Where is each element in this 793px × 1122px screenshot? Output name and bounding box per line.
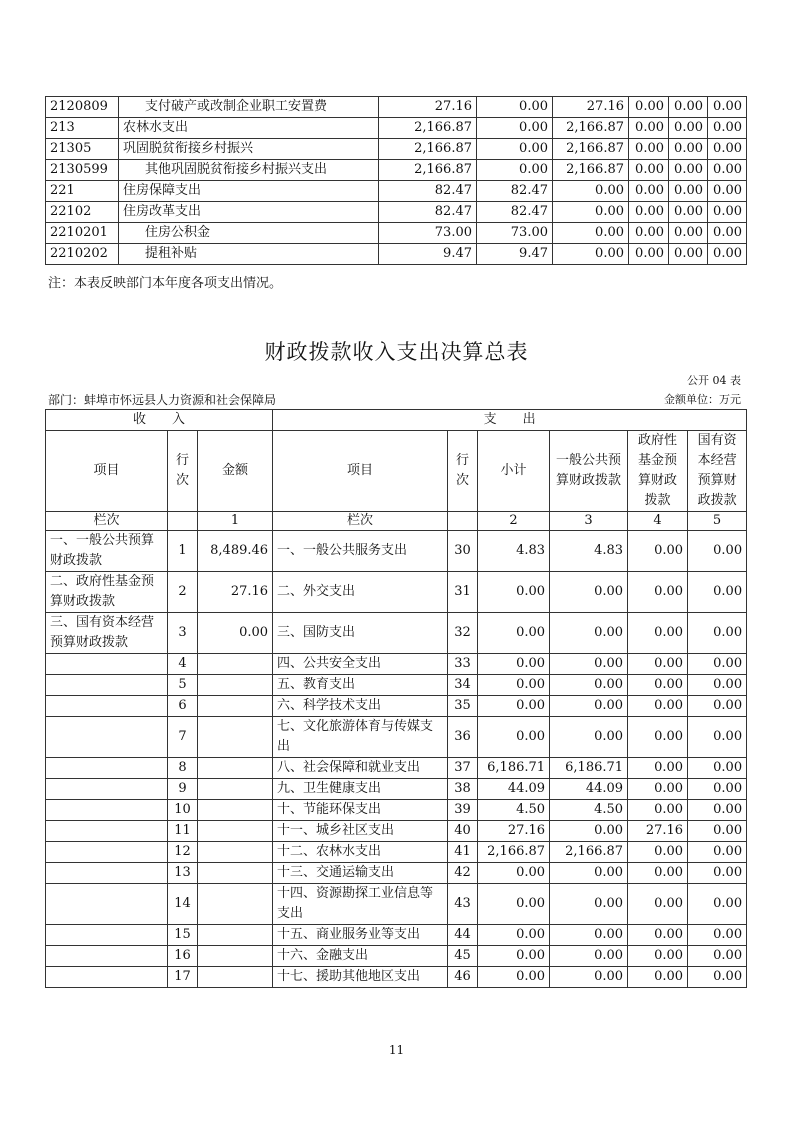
expense-state-capital: 0.00 (688, 675, 747, 696)
expense-subtotal: 0.00 (478, 696, 550, 717)
income-line: 8 (168, 758, 198, 779)
expense-subtotal: 4.83 (478, 531, 550, 572)
value-total: 2,166.87 (379, 160, 477, 181)
value-col6: 0.00 (708, 181, 747, 202)
col-item: 项目 (46, 431, 168, 512)
income-amount (198, 654, 273, 675)
table-row (46, 842, 747, 863)
value-basic: 0.00 (477, 139, 553, 160)
expense-general: 6,186.71 (550, 758, 628, 779)
expense-gov-fund: 0.00 (628, 779, 688, 800)
income-item (46, 800, 168, 821)
expense-item: 六、科学技术支出 (273, 696, 448, 717)
table-row (46, 758, 747, 779)
col-item2: 项目 (273, 431, 448, 512)
expense-gov-fund: 0.00 (628, 863, 688, 884)
value-col4: 0.00 (629, 223, 669, 244)
income-amount (198, 842, 273, 863)
col-state-capital: 国有资本经营预算财政拨款 (688, 431, 747, 512)
expense-general: 2,166.87 (550, 842, 628, 863)
income-amount (198, 717, 273, 758)
expense-gov-fund: 0.00 (628, 967, 688, 988)
account-code: 213 (46, 118, 119, 139)
expenditure-detail-table (45, 96, 747, 265)
value-col6: 0.00 (708, 244, 747, 265)
expense-line: 31 (448, 572, 478, 613)
expense-gov-fund: 0.00 (628, 613, 688, 654)
expense-line: 36 (448, 717, 478, 758)
expense-subtotal: 0.00 (478, 863, 550, 884)
value-basic: 0.00 (477, 160, 553, 181)
value-project: 0.00 (553, 202, 629, 223)
account-code: 21305 (46, 139, 119, 160)
value-project: 2,166.87 (553, 139, 629, 160)
expense-line: 41 (448, 842, 478, 863)
value-basic: 9.47 (477, 244, 553, 265)
account-code: 2130599 (46, 160, 119, 181)
col-general-budget: 一般公共预算财政拨款 (550, 431, 628, 512)
expense-line: 34 (448, 675, 478, 696)
income-amount (198, 967, 273, 988)
page-title: 财政拨款收入支出决算总表 (264, 340, 529, 364)
income-line: 11 (168, 821, 198, 842)
expense-state-capital: 0.00 (688, 863, 747, 884)
expense-item: 十七、援助其他地区支出 (273, 967, 448, 988)
income-line: 5 (168, 675, 198, 696)
expense-gov-fund: 0.00 (628, 842, 688, 863)
income-amount (198, 821, 273, 842)
income-amount: 8,489.46 (198, 531, 273, 572)
expense-gov-fund: 0.00 (628, 654, 688, 675)
value-col5: 0.00 (669, 97, 708, 118)
income-item (46, 863, 168, 884)
expense-item: 十六、金融支出 (273, 946, 448, 967)
value-col5: 0.00 (669, 202, 708, 223)
income-line: 15 (168, 925, 198, 946)
account-code: 2210202 (46, 244, 119, 265)
account-name: 其他巩固脱贫衔接乡村振兴支出 (119, 160, 379, 181)
income-item (46, 821, 168, 842)
account-code: 221 (46, 181, 119, 202)
account-name: 住房改革支出 (119, 202, 379, 223)
value-col5: 0.00 (669, 118, 708, 139)
expense-state-capital: 0.00 (688, 572, 747, 613)
table-row (46, 139, 747, 160)
value-col6: 0.00 (708, 118, 747, 139)
expense-gov-fund: 0.00 (628, 717, 688, 758)
table-row (46, 779, 747, 800)
income-line: 4 (168, 654, 198, 675)
value-col6: 0.00 (708, 202, 747, 223)
expense-general: 0.00 (550, 863, 628, 884)
expense-line: 33 (448, 654, 478, 675)
income-line: 16 (168, 946, 198, 967)
income-item (46, 779, 168, 800)
income-line: 14 (168, 884, 198, 925)
value-basic: 0.00 (477, 97, 553, 118)
expense-line: 37 (448, 758, 478, 779)
form-number: 公开 04 表 (687, 374, 741, 387)
value-total: 2,166.87 (379, 118, 477, 139)
account-name: 农林水支出 (119, 118, 379, 139)
value-col6: 0.00 (708, 97, 747, 118)
income-amount (198, 675, 273, 696)
value-total: 82.47 (379, 202, 477, 223)
account-code: 22102 (46, 202, 119, 223)
lanci-label-2: 栏次 (273, 512, 448, 531)
col-number-4: 4 (628, 512, 688, 531)
value-col4: 0.00 (629, 118, 669, 139)
value-col5: 0.00 (669, 160, 708, 181)
col-number-5: 5 (688, 512, 747, 531)
expense-general: 0.00 (550, 717, 628, 758)
expense-subtotal: 0.00 (478, 884, 550, 925)
expense-line: 44 (448, 925, 478, 946)
expense-line: 40 (448, 821, 478, 842)
column-number-row (46, 512, 747, 531)
income-header: 收 入 (46, 410, 273, 431)
income-amount (198, 779, 273, 800)
expense-line: 46 (448, 967, 478, 988)
amount-unit-label: 金额单位：万元 (664, 393, 741, 406)
expense-state-capital: 0.00 (688, 717, 747, 758)
expense-subtotal: 6,186.71 (478, 758, 550, 779)
expense-item: 九、卫生健康支出 (273, 779, 448, 800)
col-number-2: 2 (478, 512, 550, 531)
income-item (46, 717, 168, 758)
expense-general: 0.00 (550, 572, 628, 613)
income-amount: 27.16 (198, 572, 273, 613)
value-col5: 0.00 (669, 244, 708, 265)
expense-general: 0.00 (550, 925, 628, 946)
expense-subtotal: 0.00 (478, 572, 550, 613)
income-amount: 0.00 (198, 613, 273, 654)
expense-general: 0.00 (550, 946, 628, 967)
expense-general: 4.50 (550, 800, 628, 821)
expense-general: 0.00 (550, 654, 628, 675)
value-project: 0.00 (553, 244, 629, 265)
expense-state-capital: 0.00 (688, 967, 747, 988)
table-row (46, 696, 747, 717)
table-row (46, 244, 747, 265)
expense-gov-fund: 0.00 (628, 884, 688, 925)
income-line: 7 (168, 717, 198, 758)
expense-line: 32 (448, 613, 478, 654)
expense-state-capital: 0.00 (688, 821, 747, 842)
empty-cell (168, 512, 198, 531)
col-number-3: 3 (550, 512, 628, 531)
table-row (46, 160, 747, 181)
expense-state-capital: 0.00 (688, 800, 747, 821)
income-line: 17 (168, 967, 198, 988)
expense-subtotal: 0.00 (478, 717, 550, 758)
income-item (46, 675, 168, 696)
value-total: 2,166.87 (379, 139, 477, 160)
expense-subtotal: 0.00 (478, 654, 550, 675)
income-item (46, 946, 168, 967)
expense-gov-fund: 0.00 (628, 925, 688, 946)
expense-state-capital: 0.00 (688, 925, 747, 946)
expense-general: 0.00 (550, 821, 628, 842)
table-row (46, 800, 747, 821)
value-total: 9.47 (379, 244, 477, 265)
expense-subtotal: 27.16 (478, 821, 550, 842)
table-row (46, 97, 747, 118)
table-row (46, 675, 747, 696)
page-number: 11 (388, 1043, 405, 1057)
table-row (46, 613, 747, 654)
expense-item: 十二、农林水支出 (273, 842, 448, 863)
income-line: 13 (168, 863, 198, 884)
income-line: 2 (168, 572, 198, 613)
value-col4: 0.00 (629, 181, 669, 202)
expense-line: 30 (448, 531, 478, 572)
value-col4: 0.00 (629, 97, 669, 118)
account-name: 住房保障支出 (119, 181, 379, 202)
income-item: 一、一般公共预算财政拨款 (46, 531, 168, 572)
expense-gov-fund: 27.16 (628, 821, 688, 842)
expense-gov-fund: 0.00 (628, 758, 688, 779)
expense-gov-fund: 0.00 (628, 946, 688, 967)
expense-item: 五、教育支出 (273, 675, 448, 696)
col-number-1: 1 (198, 512, 273, 531)
income-item (46, 967, 168, 988)
value-total: 82.47 (379, 181, 477, 202)
expense-state-capital: 0.00 (688, 531, 747, 572)
value-col6: 0.00 (708, 139, 747, 160)
expense-header: 支 出 (273, 410, 747, 431)
account-code: 2120809 (46, 97, 119, 118)
expense-state-capital: 0.00 (688, 842, 747, 863)
expense-subtotal: 0.00 (478, 946, 550, 967)
expense-item: 十、节能环保支出 (273, 800, 448, 821)
table-row (46, 572, 747, 613)
col-gov-fund: 政府性基金预算财政拨款 (628, 431, 688, 512)
income-item: 三、国有资本经营预算财政拨款 (46, 613, 168, 654)
income-amount (198, 925, 273, 946)
income-item: 二、政府性基金预算财政拨款 (46, 572, 168, 613)
expense-subtotal: 0.00 (478, 967, 550, 988)
value-basic: 82.47 (477, 202, 553, 223)
income-amount (198, 696, 273, 717)
income-line: 9 (168, 779, 198, 800)
value-project: 2,166.87 (553, 118, 629, 139)
value-col5: 0.00 (669, 223, 708, 244)
expense-general: 4.83 (550, 531, 628, 572)
income-amount (198, 884, 273, 925)
value-project: 0.00 (553, 223, 629, 244)
table-row (46, 181, 747, 202)
income-item (46, 925, 168, 946)
expense-line: 43 (448, 884, 478, 925)
expense-general: 44.09 (550, 779, 628, 800)
expense-gov-fund: 0.00 (628, 696, 688, 717)
account-code: 2210201 (46, 223, 119, 244)
table-row (46, 531, 747, 572)
table-row (46, 717, 747, 758)
expense-item: 三、国防支出 (273, 613, 448, 654)
value-col5: 0.00 (669, 139, 708, 160)
table-row (46, 863, 747, 884)
expense-item: 十四、资源勘探工业信息等支出 (273, 884, 448, 925)
value-col5: 0.00 (669, 181, 708, 202)
value-col6: 0.00 (708, 160, 747, 181)
lanci-label: 栏次 (46, 512, 168, 531)
account-name: 巩固脱贫衔接乡村振兴 (119, 139, 379, 160)
expense-line: 38 (448, 779, 478, 800)
income-amount (198, 863, 273, 884)
expense-line: 35 (448, 696, 478, 717)
expense-state-capital: 0.00 (688, 613, 747, 654)
expense-subtotal: 4.50 (478, 800, 550, 821)
expense-state-capital: 0.00 (688, 779, 747, 800)
col-subtotal: 小计 (478, 431, 550, 512)
expense-item: 一、一般公共服务支出 (273, 531, 448, 572)
table-row (46, 118, 747, 139)
income-line: 1 (168, 531, 198, 572)
expense-gov-fund: 0.00 (628, 572, 688, 613)
value-total: 73.00 (379, 223, 477, 244)
expense-state-capital: 0.00 (688, 758, 747, 779)
expense-gov-fund: 0.00 (628, 531, 688, 572)
income-item (46, 696, 168, 717)
expense-gov-fund: 0.00 (628, 675, 688, 696)
expense-line: 42 (448, 863, 478, 884)
value-basic: 73.00 (477, 223, 553, 244)
column-header-row (46, 431, 747, 512)
expense-line: 39 (448, 800, 478, 821)
value-total: 27.16 (379, 97, 477, 118)
col-line2: 行次 (448, 431, 478, 512)
col-line: 行次 (168, 431, 198, 512)
income-item (46, 842, 168, 863)
table-row (46, 202, 747, 223)
table-row (46, 967, 747, 988)
expense-item: 十三、交通运输支出 (273, 863, 448, 884)
table-row (46, 884, 747, 925)
expense-subtotal: 0.00 (478, 925, 550, 946)
income-item (46, 654, 168, 675)
expense-item: 十五、商业服务业等支出 (273, 925, 448, 946)
value-col4: 0.00 (629, 244, 669, 265)
value-basic: 82.47 (477, 181, 553, 202)
department-label: 部门：蚌埠市怀远县人力资源和社会保障局 (48, 393, 277, 407)
expense-general: 0.00 (550, 613, 628, 654)
col-amount: 金额 (198, 431, 273, 512)
expense-state-capital: 0.00 (688, 696, 747, 717)
income-line: 3 (168, 613, 198, 654)
expense-subtotal: 44.09 (478, 779, 550, 800)
value-project: 0.00 (553, 181, 629, 202)
income-line: 10 (168, 800, 198, 821)
value-basic: 0.00 (477, 118, 553, 139)
expense-item: 七、文化旅游体育与传媒支出 (273, 717, 448, 758)
income-line: 6 (168, 696, 198, 717)
empty-cell (448, 512, 478, 531)
expense-subtotal: 0.00 (478, 613, 550, 654)
expense-item: 八、社会保障和就业支出 (273, 758, 448, 779)
income-amount (198, 946, 273, 967)
fiscal-appropriation-summary-table (45, 409, 747, 988)
value-project: 2,166.87 (553, 160, 629, 181)
expense-item: 四、公共安全支出 (273, 654, 448, 675)
expense-general: 0.00 (550, 967, 628, 988)
account-name: 住房公积金 (119, 223, 379, 244)
section-header-row (46, 410, 747, 431)
table-row (46, 821, 747, 842)
table-row (46, 654, 747, 675)
expense-general: 0.00 (550, 884, 628, 925)
table-row (46, 925, 747, 946)
expense-general: 0.00 (550, 696, 628, 717)
value-col6: 0.00 (708, 223, 747, 244)
expense-gov-fund: 0.00 (628, 800, 688, 821)
expense-item: 二、外交支出 (273, 572, 448, 613)
income-item (46, 758, 168, 779)
expense-item: 十一、城乡社区支出 (273, 821, 448, 842)
expense-state-capital: 0.00 (688, 884, 747, 925)
table-row (46, 223, 747, 244)
table-row (46, 946, 747, 967)
value-project: 27.16 (553, 97, 629, 118)
value-col4: 0.00 (629, 202, 669, 223)
expense-state-capital: 0.00 (688, 946, 747, 967)
table-note: 注：本表反映部门本年度各项支出情况。 (48, 276, 283, 291)
income-amount (198, 800, 273, 821)
account-name: 提租补贴 (119, 244, 379, 265)
income-amount (198, 758, 273, 779)
expense-line: 45 (448, 946, 478, 967)
value-col4: 0.00 (629, 160, 669, 181)
expense-general: 0.00 (550, 675, 628, 696)
expense-subtotal: 0.00 (478, 675, 550, 696)
value-col4: 0.00 (629, 139, 669, 160)
account-name: 支付破产或改制企业职工安置费 (119, 97, 379, 118)
expense-subtotal: 2,166.87 (478, 842, 550, 863)
income-line: 12 (168, 842, 198, 863)
expense-state-capital: 0.00 (688, 654, 747, 675)
income-item (46, 884, 168, 925)
